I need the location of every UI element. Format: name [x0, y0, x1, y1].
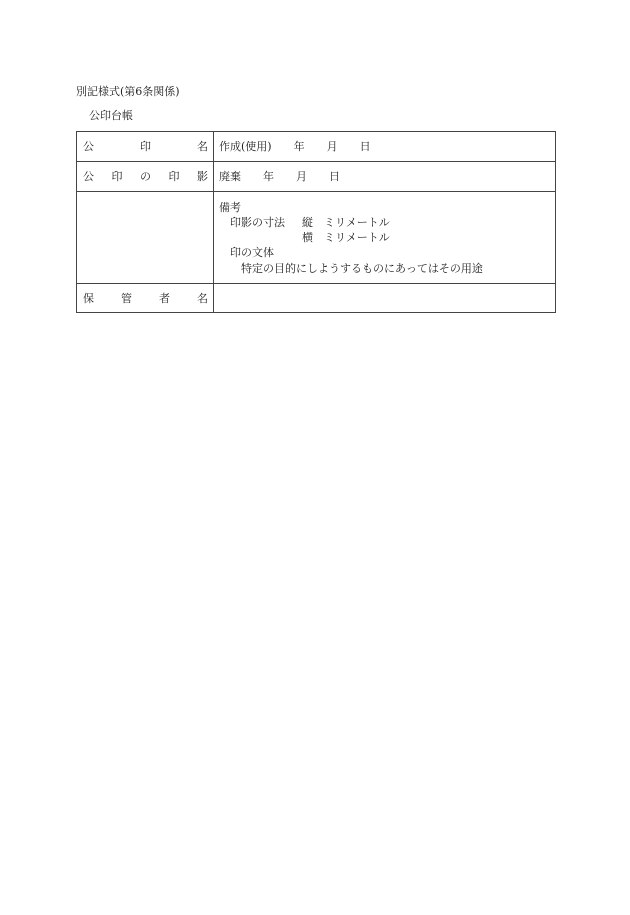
inscription-style-label: 印の文体	[230, 246, 274, 259]
special-use-note: 特定の目的にしようするものにあってはその用途	[241, 262, 483, 275]
horizontal-dimension: 横 ミリメートル	[302, 231, 390, 244]
label-char: 印	[168, 170, 180, 183]
label-char: 名	[197, 292, 208, 305]
label-char: 影	[197, 170, 208, 183]
label-char: 公	[83, 170, 94, 183]
notes-heading: 備考	[219, 201, 241, 214]
label-char: 管	[121, 292, 132, 305]
label-char: 保	[83, 292, 94, 305]
seal-impression-label	[83, 170, 208, 184]
row-divider-2	[77, 191, 555, 192]
label-char: 公	[83, 140, 94, 153]
form-title: 別記様式(第6条関係)	[76, 85, 180, 98]
vertical-dimension: 縦 ミリメートル	[302, 216, 390, 229]
column-divider	[213, 132, 214, 312]
label-char: 印	[140, 140, 151, 153]
row-divider-3	[77, 283, 555, 284]
creation-date-field: 作成(使用) 年 月 日	[219, 140, 371, 153]
label-char: 者	[159, 292, 170, 305]
label-char: 印	[111, 170, 123, 183]
custodian-name-label	[83, 292, 208, 306]
disposal-date-field: 廃棄 年 月 日	[219, 170, 340, 183]
label-char: 名	[197, 140, 208, 153]
document-subtitle: 公印台帳	[89, 109, 133, 122]
label-char: の	[140, 170, 151, 183]
row-divider-1	[77, 161, 555, 162]
seal-register-table	[76, 131, 556, 313]
seal-name-label	[83, 140, 208, 154]
dimensions-label: 印影の寸法	[230, 216, 285, 229]
